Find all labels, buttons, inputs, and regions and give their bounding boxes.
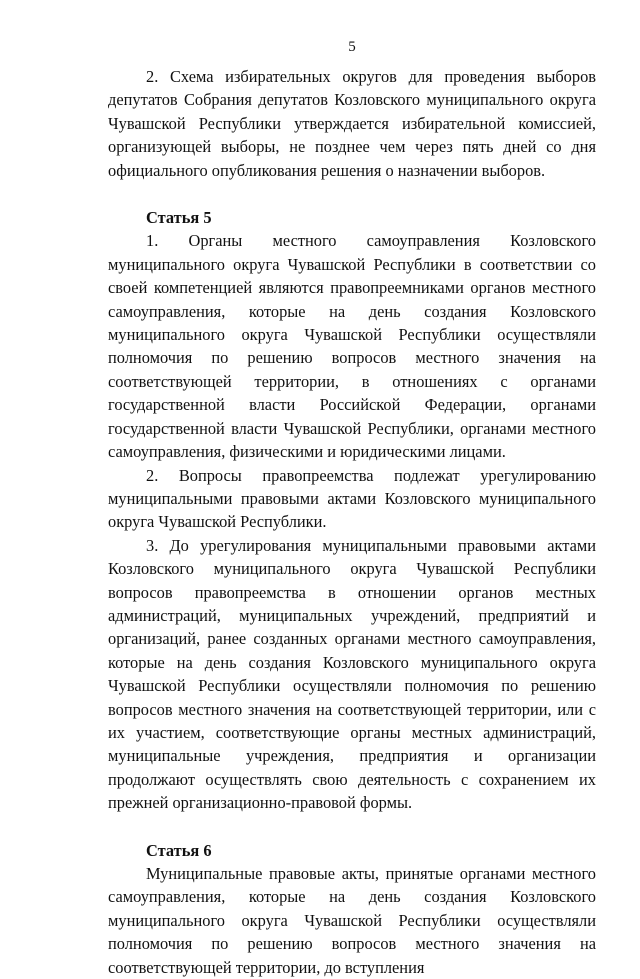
page-number: 5	[348, 39, 356, 55]
paragraph-article5-item3: 3. До урегулирования муниципальными правовыми актами Козловского муниципального округа Чувашской Республики вопросов правопреемства в отношении органов местных администраций, муниципальных учреждений, предприятий и организаций, ранее созданных органами местного самоуправления, которые на день создания Козловского муниципального округа Чувашской Республики осуществляли полномочия по решению вопросов местного значения на соответствующей территории, или с их участием, соответствующие органы местных администраций, муниципальные учреждения, предприятия и организации продолжают осуществлять свою деятельность с сохранением их прежней организационно-правовой формы.	[108, 535, 596, 813]
document-page	[108, 38, 596, 979]
paragraph-article4-item2: 2. Схема избирательных округов для проведения выборов депутатов Собрания депутатов Козловского муниципального округа Чувашской Республики утверждается избирательной комиссией, организующей выборы, не позднее чем через пять дней со дня официального опубликования решения о назначении выборов.	[108, 67, 596, 180]
article-5-heading: Статья 5	[146, 208, 212, 228]
paragraph-article6: Муниципальные правовые акты, принятые органами местного самоуправления, которые на день создания Козловского муниципального округа Чувашской Республики осуществляли полномочия по решению вопросов местного значения на соответствующей территории, до вступления	[108, 864, 596, 977]
paragraph-article5-item1: 1. Органы местного самоуправления Козловского муниципального округа Чувашской Республики в соответствии со своей компетенцией являются правопреемниками органов местного самоуправления, которые на день создания Козловского муниципального округа Чувашской Республики осуществляли полномочия по решению вопросов местного значения на соответствующей территории, в отношениях с органами государственной власти Российской Федерации, органами государственной власти Чувашской Республики, органами местного самоуправления, физическими и юридическими лицами.	[108, 231, 596, 462]
article-6-heading: Статья 6	[146, 840, 212, 860]
paragraph-article5-item2: 2. Вопросы правопреемства подлежат урегулированию муниципальными правовыми актами Козловского муниципального округа Чувашской Республики.	[108, 465, 596, 532]
